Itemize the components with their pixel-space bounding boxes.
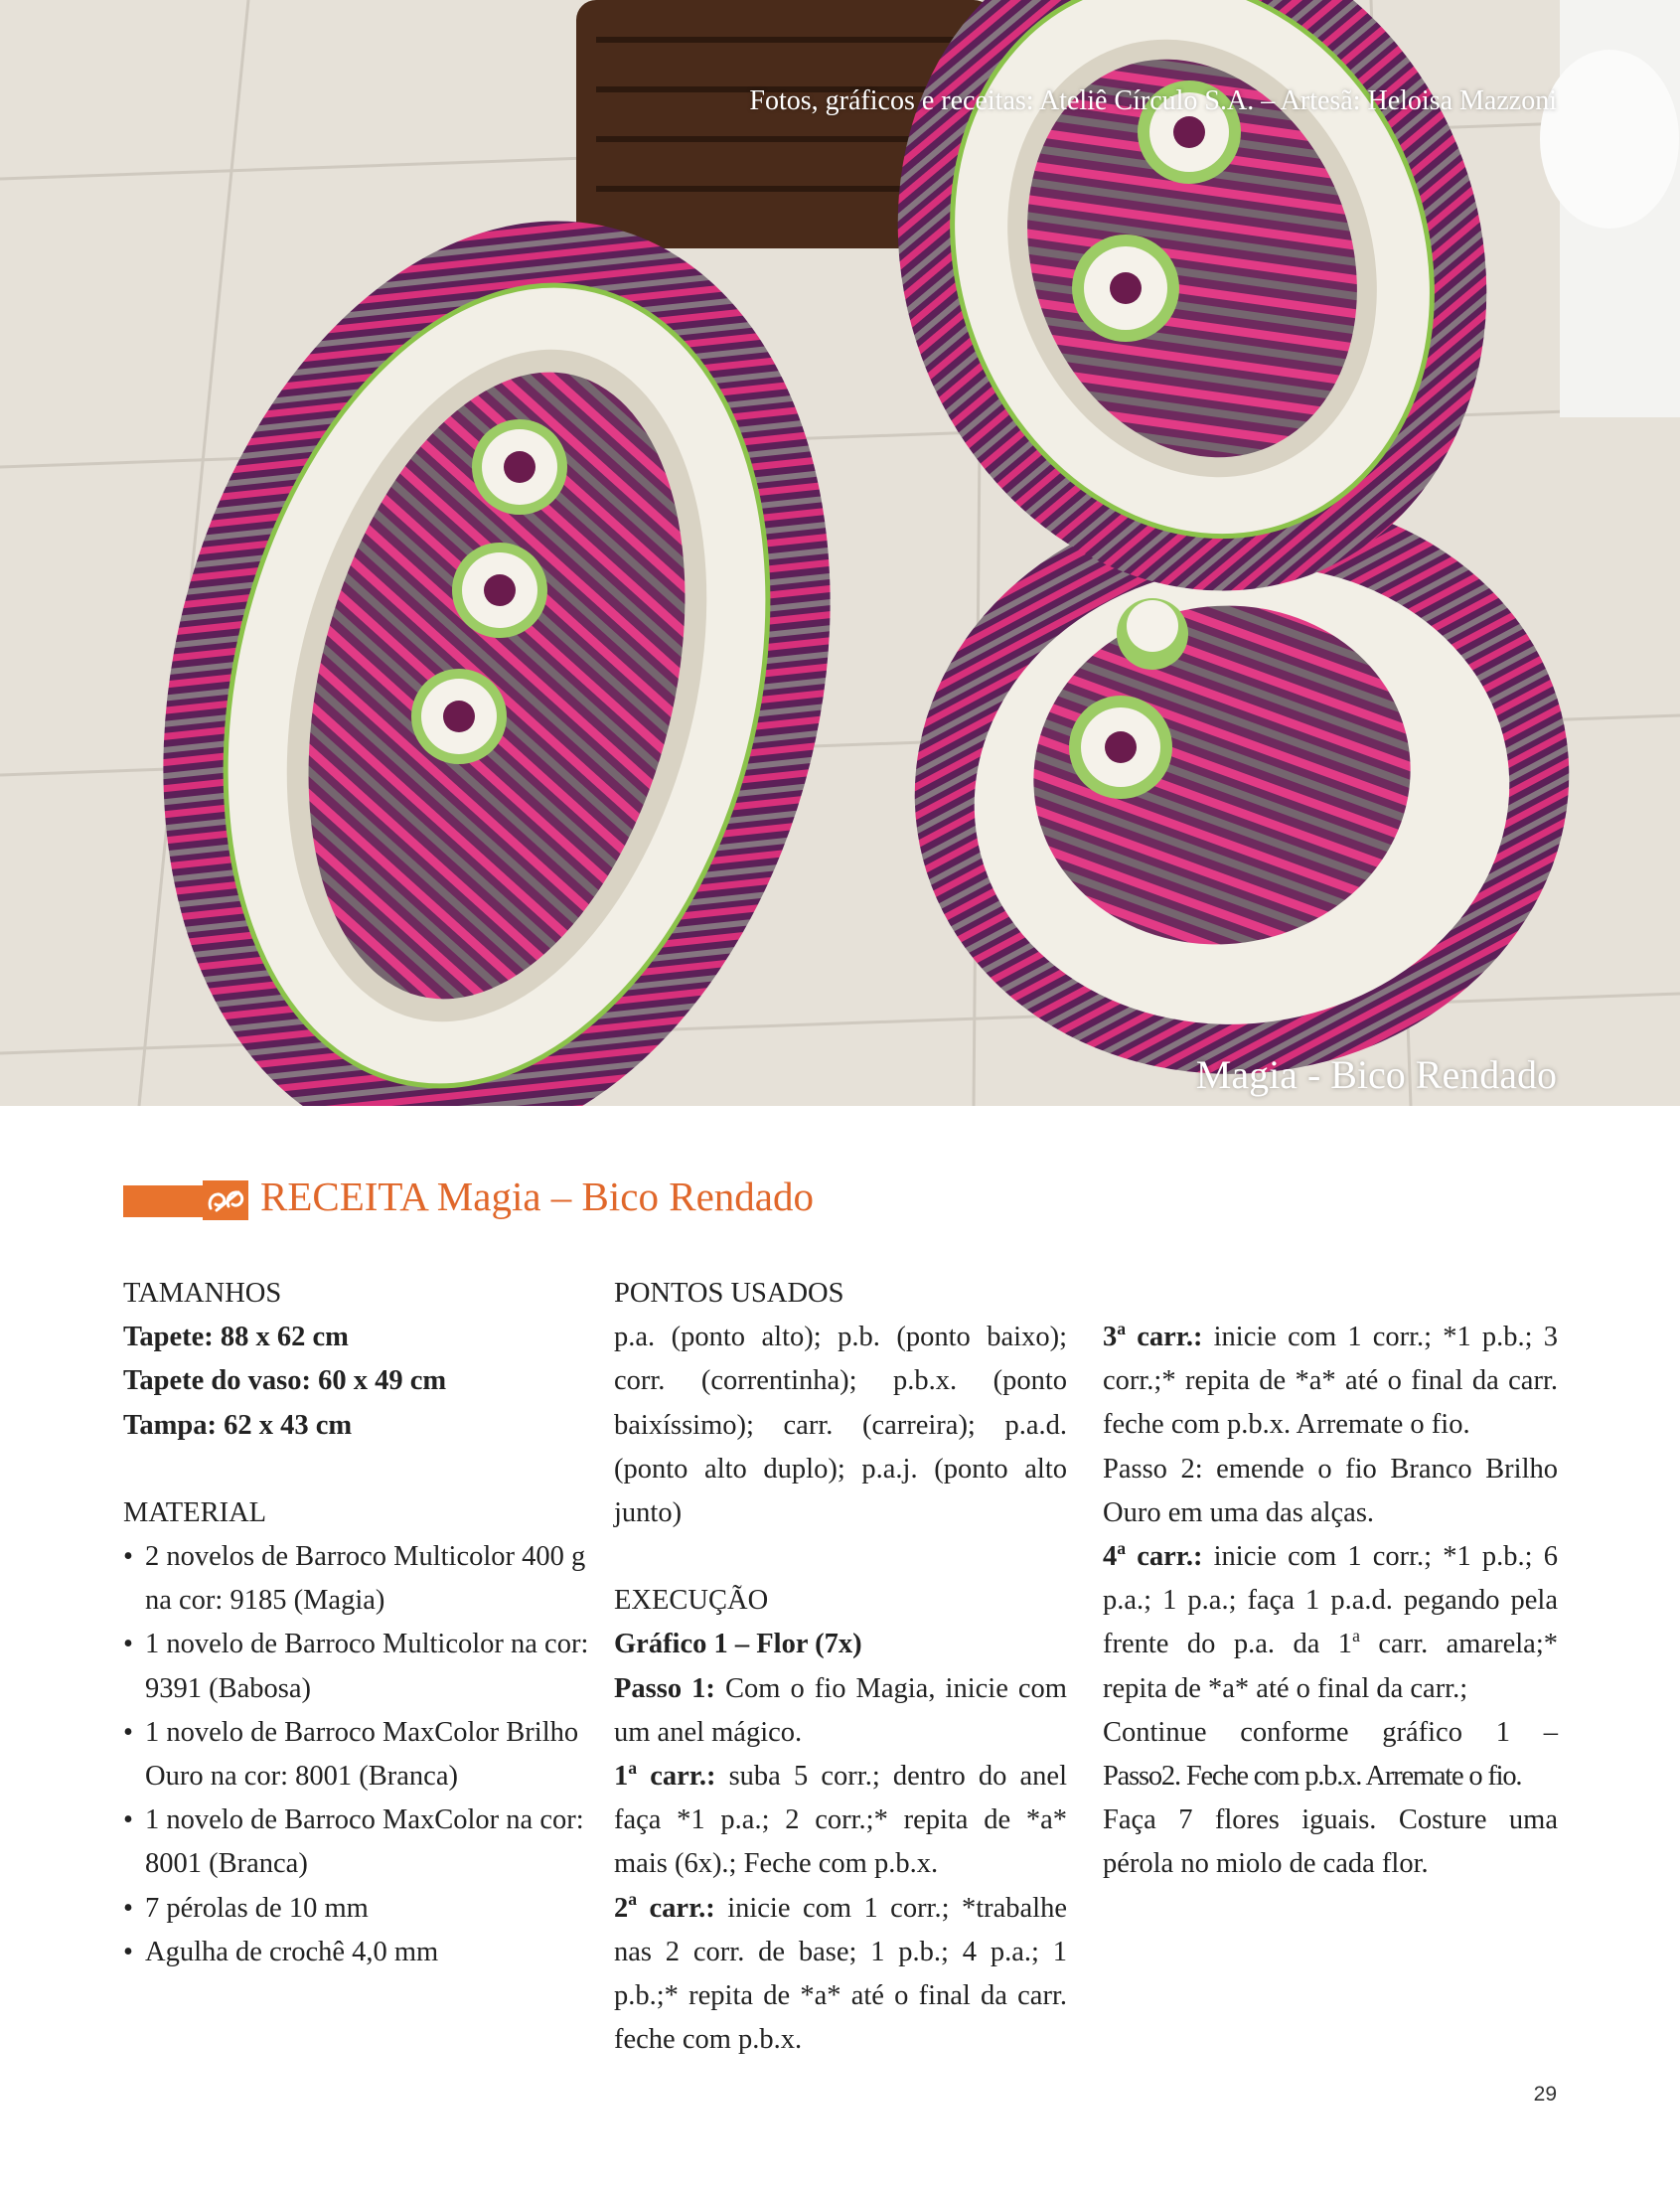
material-title: MATERIAL xyxy=(123,1496,267,1528)
row-3: 3$^a$ carr.: inicie com 1 corr.; *1 p.b.; 3 corr.;* repita de *a* até o final da carr. feche com p.b.x. Arremate o fio. xyxy=(1103,1318,1558,1441)
size-item: Tampa: 62 x 43 cm xyxy=(123,1409,353,1441)
material-item: • Agulha de crochê 4,0 mm xyxy=(123,1931,600,1974)
recipe-ornament-icon xyxy=(203,1180,248,1220)
row-1: 1$^a$ carr.: suba 5 corr.; dentro do anel faça *1 p.a.; 2 corr.;* repita de *a* mais (6x).; Feche com p.b.x. xyxy=(614,1757,1067,1880)
material-list xyxy=(123,1535,600,1974)
column-stitches-execution xyxy=(614,1272,1067,2062)
photo-caption: Magia - Bico Rendado xyxy=(1195,1052,1557,1097)
size-item: Tapete do vaso: 60 x 49 cm xyxy=(123,1365,447,1397)
material-item: • 1 novelo de Barroco MaxColor na cor: 8001 (Branca) xyxy=(123,1799,600,1886)
sizes-title: TAMANHOS xyxy=(123,1278,282,1309)
chart-title: Gráfico 1 – Flor (7x) xyxy=(614,1629,862,1660)
step-1: Passo 1: Com o fio Magia, inicie com um anel mágico. xyxy=(614,1672,1067,1748)
row-2: 2$^a$ carr.: inicie com 1 corr.; *trabalhe nas 2 corr. de base; 1 p.b.; 4 p.a.; 1 p.b.;* repita de *a* até o final da carr. feche com p.b.x. xyxy=(614,1889,1067,2056)
execution-title: EXECUÇÃO xyxy=(614,1585,769,1617)
material-item: • 1 novelo de Barroco Multicolor na cor: 9391 (Babosa) xyxy=(123,1623,600,1710)
column-sizes-materials xyxy=(123,1272,600,1974)
continue-text: Continue conforme gráfico 1 – xyxy=(1103,1716,1558,1748)
stitches-title: PONTOS USADOS xyxy=(614,1278,844,1309)
size-item: Tapete: 88 x 62 cm xyxy=(123,1322,349,1353)
photo-credit: Fotos, gráficos e receitas: Ateliê Círculo S.A. – Artesã: Heloisa Mazzoni xyxy=(749,85,1557,116)
material-item: • 1 novelo de Barroco MaxColor Brilho Ouro na cor: 8001 (Branca) xyxy=(123,1711,600,1799)
row-4: 4$^a$ carr.: inicie com 1 corr.; *1 p.b.; 6 p.a.; 1 p.a.; faça 1 p.a.d. pegando pela frente do p.a. da 1$^a$ carr. amarela;* repita de *a* até o final da carr.; xyxy=(1103,1537,1558,1704)
step-2: Passo 2: emende o fio Branco Brilho Ouro em uma das alças. xyxy=(1103,1453,1558,1528)
material-item: • 2 novelos de Barroco Multicolor 400 g na cor: 9185 (Magia) xyxy=(123,1535,600,1623)
page-number: 29 xyxy=(1533,2083,1557,2106)
material-item: • 7 pérolas de 10 mm xyxy=(123,1887,600,1931)
stitches-text: p.a. (ponto alto); p.b. (ponto baixo); corr. (correntinha); p.b.x. (ponto baixíssimo); carr. (carreira); p.a.d. (ponto alto duplo); p.a.j. (ponto alto junto) xyxy=(614,1322,1067,1529)
step-2-finish: Passo2. Feche com p.b.x. Arremate o fio. xyxy=(1103,1761,1522,1793)
column-execution-continued xyxy=(1103,1316,1558,1887)
recipe-heading: RECEITA Magia – Bico Rendado xyxy=(260,1174,814,1219)
final-instruction: Faça 7 flores iguais. Costure uma pérola no miolo de cada flor. xyxy=(1103,1804,1558,1880)
